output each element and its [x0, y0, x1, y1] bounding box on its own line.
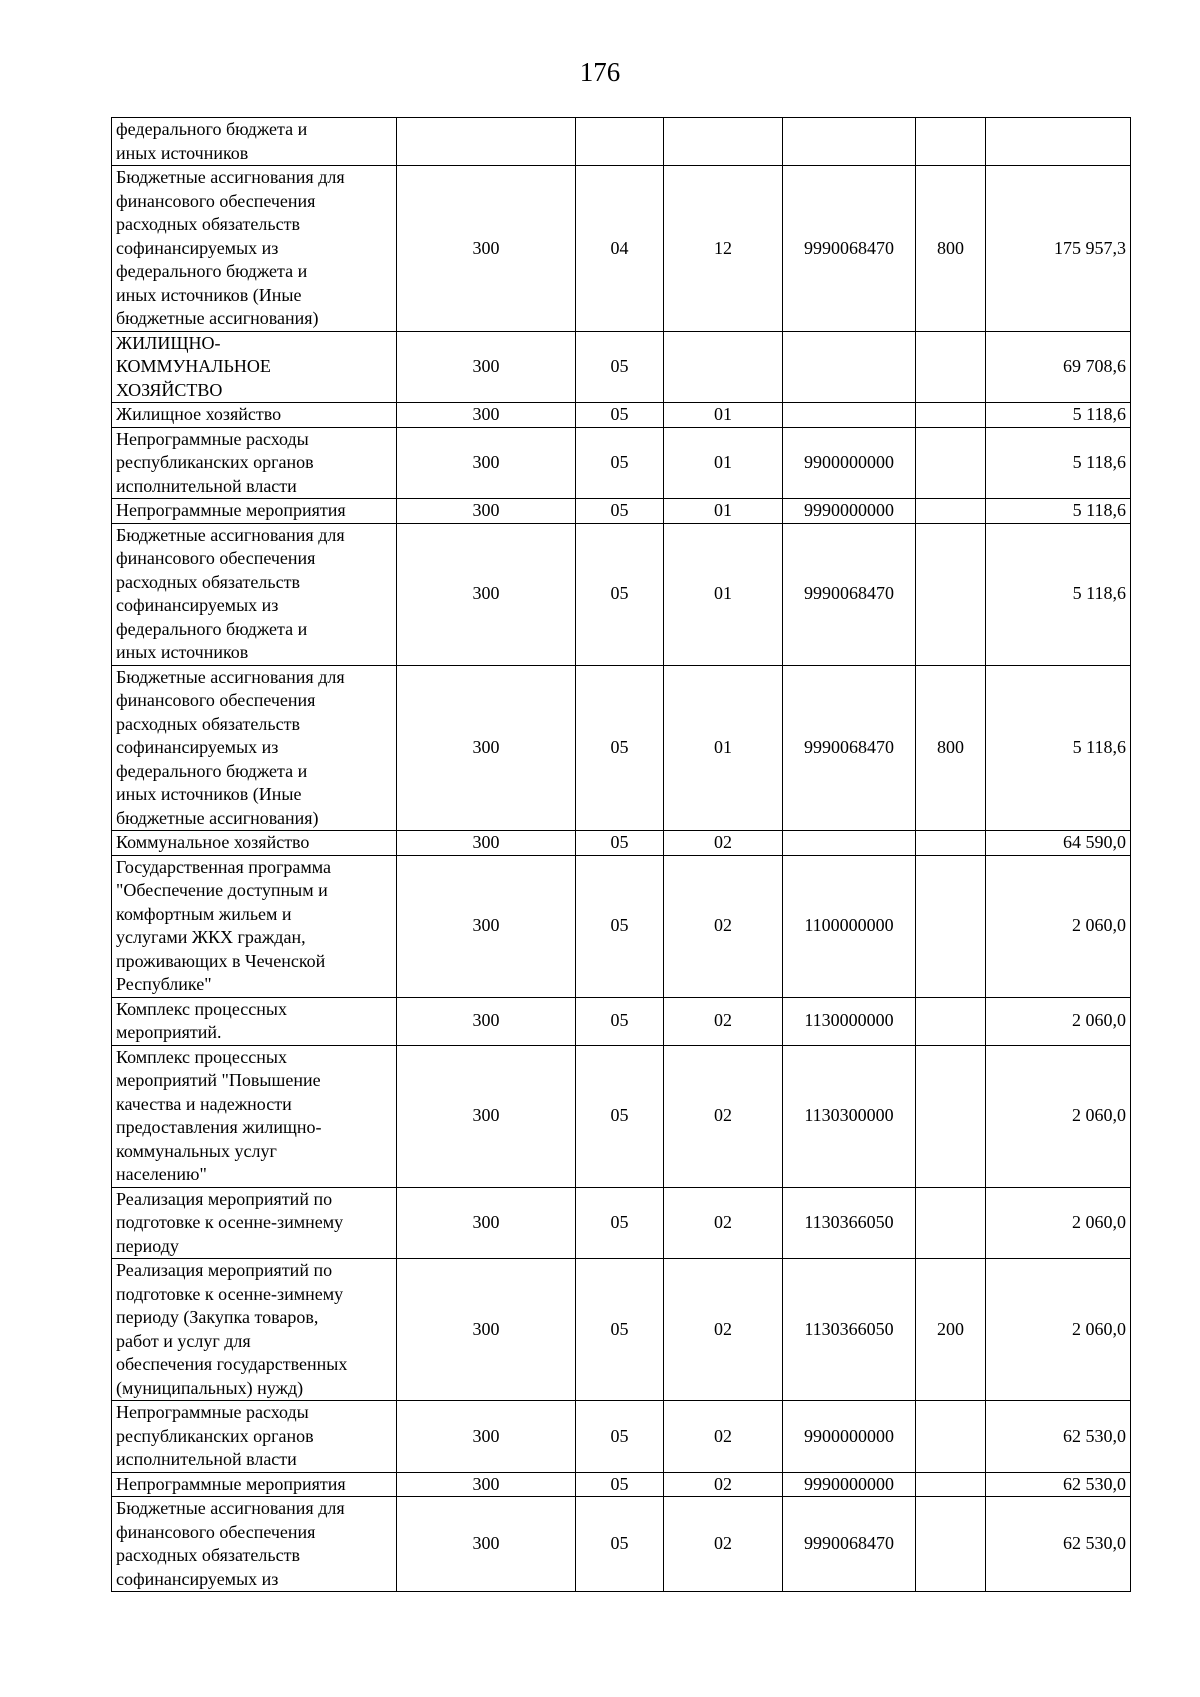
ministry-code-cell: 300	[397, 1045, 576, 1187]
table-body	[112, 118, 1131, 1592]
table-row	[112, 499, 1131, 524]
target-article-cell: 1100000000	[783, 855, 916, 997]
amount-cell: 62 530,0	[986, 1497, 1131, 1592]
amount-cell: 5 118,6	[986, 523, 1131, 665]
subsection-code-cell: 01	[664, 427, 783, 499]
row-name-cell	[112, 523, 397, 665]
row-name-cell	[112, 1472, 397, 1497]
table-row	[112, 831, 1131, 856]
amount-cell: 5 118,6	[986, 427, 1131, 499]
ministry-code-cell: 300	[397, 665, 576, 831]
target-article-cell: 1130300000	[783, 1045, 916, 1187]
ministry-code-cell: 300	[397, 166, 576, 332]
section-code-cell: 05	[576, 855, 664, 997]
row-name-cell	[112, 118, 397, 166]
expense-type-cell	[916, 331, 986, 403]
expense-type-cell	[916, 499, 986, 524]
subsection-code-cell	[664, 118, 783, 166]
expense-type-cell	[916, 997, 986, 1045]
expense-type-cell	[916, 1472, 986, 1497]
row-name-cell	[112, 427, 397, 499]
table-row	[112, 855, 1131, 997]
amount-cell: 62 530,0	[986, 1472, 1131, 1497]
table-row	[112, 1187, 1131, 1259]
row-name-text: Жилищное хозяйство	[116, 404, 282, 424]
expense-type-cell	[916, 118, 986, 166]
section-code-cell: 05	[576, 1497, 664, 1592]
expense-type-cell	[916, 1045, 986, 1187]
target-article-cell	[783, 403, 916, 428]
row-name-cell	[112, 1401, 397, 1473]
row-name-cell	[112, 831, 397, 856]
row-name-text: федерального бюджета и иных источников	[116, 119, 308, 163]
table-row	[112, 1259, 1131, 1401]
row-name-cell	[112, 499, 397, 524]
target-article-cell	[783, 118, 916, 166]
ministry-code-cell: 300	[397, 427, 576, 499]
ministry-code-cell: 300	[397, 1497, 576, 1592]
ministry-code-cell: 300	[397, 1187, 576, 1259]
ministry-code-cell: 300	[397, 831, 576, 856]
row-name-cell	[112, 997, 397, 1045]
subsection-code-cell: 01	[664, 665, 783, 831]
ministry-code-cell: 300	[397, 523, 576, 665]
row-name-cell	[112, 1045, 397, 1187]
amount-cell: 2 060,0	[986, 997, 1131, 1045]
table-row	[112, 1472, 1131, 1497]
amount-cell: 64 590,0	[986, 831, 1131, 856]
amount-cell: 2 060,0	[986, 1259, 1131, 1401]
section-code-cell: 04	[576, 166, 664, 332]
row-name-text: Непрограммные мероприятия	[116, 500, 346, 520]
amount-cell: 5 118,6	[986, 499, 1131, 524]
amount-cell	[986, 118, 1131, 166]
amount-cell: 69 708,6	[986, 331, 1131, 403]
target-article-cell	[783, 831, 916, 856]
row-name-text: Государственная программа "Обеспечение доступным и комфортным жильем и услугами ЖКХ граждан, проживающих в Чеченской Республике"	[116, 856, 331, 994]
expense-type-cell: 800	[916, 665, 986, 831]
section-code-cell: 05	[576, 1045, 664, 1187]
amount-cell: 5 118,6	[986, 665, 1131, 831]
row-name-text: ЖИЛИЩНО- КОММУНАЛЬНОЕ ХОЗЯЙСТВО	[116, 332, 271, 400]
row-name-cell	[112, 403, 397, 428]
row-name-text: Реализация мероприятий по подготовке к осенне-зимнему периоду	[116, 1188, 344, 1256]
subsection-code-cell: 02	[664, 997, 783, 1045]
subsection-code-cell: 02	[664, 831, 783, 856]
page-number: 176	[579, 57, 621, 87]
target-article-cell	[783, 331, 916, 403]
table-row	[112, 997, 1131, 1045]
subsection-code-cell: 02	[664, 1472, 783, 1497]
amount-cell: 5 118,6	[986, 403, 1131, 428]
row-name-text: Бюджетные ассигнования для финансового обеспечения расходных обязательств софинансируемых из федерального бюджета и иных источников (Иные бюджетные ассигнования)	[116, 666, 345, 828]
target-article-cell: 9990068470	[783, 166, 916, 332]
table-row	[112, 403, 1131, 428]
expense-type-cell	[916, 1401, 986, 1473]
target-article-cell: 1130366050	[783, 1259, 916, 1401]
target-article-cell: 9990000000	[783, 499, 916, 524]
section-code-cell: 05	[576, 427, 664, 499]
section-code-cell: 05	[576, 331, 664, 403]
budget-table	[111, 117, 1131, 1592]
table-row	[112, 523, 1131, 665]
amount-cell: 62 530,0	[986, 1401, 1131, 1473]
row-name-text: Бюджетные ассигнования для финансового обеспечения расходных обязательств софинансируемых из	[116, 1498, 345, 1589]
row-name-text: Реализация мероприятий по подготовке к осенне-зимнему периоду (Закупка товаров, работ и услуг для обеспечения государственных (муниципальных) нужд)	[116, 1260, 348, 1398]
subsection-code-cell: 02	[664, 855, 783, 997]
section-code-cell: 05	[576, 665, 664, 831]
row-name-cell	[112, 1497, 397, 1592]
section-code-cell: 05	[576, 403, 664, 428]
table-row	[112, 1401, 1131, 1473]
section-code-cell: 05	[576, 523, 664, 665]
subsection-code-cell: 02	[664, 1045, 783, 1187]
amount-cell: 175 957,3	[986, 166, 1131, 332]
table-row	[112, 1045, 1131, 1187]
subsection-code-cell: 01	[664, 403, 783, 428]
row-name-text: Непрограммные расходы республиканских органов исполнительной власти	[116, 1402, 314, 1469]
section-code-cell	[576, 118, 664, 166]
expense-type-cell: 200	[916, 1259, 986, 1401]
subsection-code-cell: 01	[664, 523, 783, 665]
amount-cell: 2 060,0	[986, 855, 1131, 997]
subsection-code-cell	[664, 331, 783, 403]
row-name-text: Бюджетные ассигнования для финансового обеспечения расходных обязательств софинансируемых из федерального бюджета и иных источников	[116, 524, 345, 662]
section-code-cell: 05	[576, 1187, 664, 1259]
amount-cell: 2 060,0	[986, 1187, 1131, 1259]
target-article-cell: 1130000000	[783, 997, 916, 1045]
subsection-code-cell: 02	[664, 1497, 783, 1592]
ministry-code-cell: 300	[397, 403, 576, 428]
row-name-cell	[112, 1259, 397, 1401]
table-row	[112, 427, 1131, 499]
section-code-cell: 05	[576, 499, 664, 524]
subsection-code-cell: 02	[664, 1259, 783, 1401]
ministry-code-cell	[397, 118, 576, 166]
section-code-cell: 05	[576, 1472, 664, 1497]
expense-type-cell	[916, 831, 986, 856]
ministry-code-cell: 300	[397, 1401, 576, 1473]
subsection-code-cell: 02	[664, 1401, 783, 1473]
row-name-cell	[112, 331, 397, 403]
row-name-text: Непрограммные мероприятия	[116, 1473, 346, 1494]
section-code-cell: 05	[576, 1401, 664, 1473]
expense-type-cell	[916, 523, 986, 665]
row-name-cell	[112, 1187, 397, 1259]
ministry-code-cell: 300	[397, 499, 576, 524]
section-code-cell: 05	[576, 1259, 664, 1401]
target-article-cell: 9990000000	[783, 1472, 916, 1497]
amount-cell: 2 060,0	[986, 1045, 1131, 1187]
table-row	[112, 166, 1131, 332]
table-row	[112, 331, 1131, 403]
row-name-text: Непрограммные расходы республиканских органов исполнительной власти	[116, 428, 314, 496]
ministry-code-cell: 300	[397, 855, 576, 997]
expense-type-cell	[916, 403, 986, 428]
target-article-cell: 9900000000	[783, 427, 916, 499]
expense-type-cell	[916, 1497, 986, 1592]
expense-type-cell	[916, 427, 986, 499]
table-row	[112, 665, 1131, 831]
ministry-code-cell: 300	[397, 997, 576, 1045]
table-row	[112, 1497, 1131, 1592]
ministry-code-cell: 300	[397, 1259, 576, 1401]
row-name-cell	[112, 855, 397, 997]
section-code-cell: 05	[576, 997, 664, 1045]
table-row	[112, 118, 1131, 166]
subsection-code-cell: 02	[664, 1187, 783, 1259]
expense-type-cell	[916, 855, 986, 997]
section-code-cell: 05	[576, 831, 664, 856]
target-article-cell: 9990068470	[783, 523, 916, 665]
row-name-cell	[112, 166, 397, 332]
subsection-code-cell: 01	[664, 499, 783, 524]
expense-type-cell	[916, 1187, 986, 1259]
row-name-text: Комплекс процессных мероприятий "Повышение качества и надежности предоставления жилищно- коммунальных услуг населению"	[116, 1046, 322, 1184]
subsection-code-cell: 12	[664, 166, 783, 332]
row-name-text: Комплекс процессных мероприятий.	[116, 998, 287, 1042]
target-article-cell: 9990068470	[783, 1497, 916, 1592]
row-name-text: Бюджетные ассигнования для финансового обеспечения расходных обязательств софинансируемых из федерального бюджета и иных источников (Иные бюджетные ассигнования)	[116, 167, 345, 328]
ministry-code-cell: 300	[397, 1472, 576, 1497]
ministry-code-cell: 300	[397, 331, 576, 403]
target-article-cell: 9990068470	[783, 665, 916, 831]
row-name-text: Коммунальное хозяйство	[116, 832, 310, 852]
target-article-cell: 9900000000	[783, 1401, 916, 1473]
row-name-cell	[112, 665, 397, 831]
expense-type-cell: 800	[916, 166, 986, 332]
target-article-cell: 1130366050	[783, 1187, 916, 1259]
